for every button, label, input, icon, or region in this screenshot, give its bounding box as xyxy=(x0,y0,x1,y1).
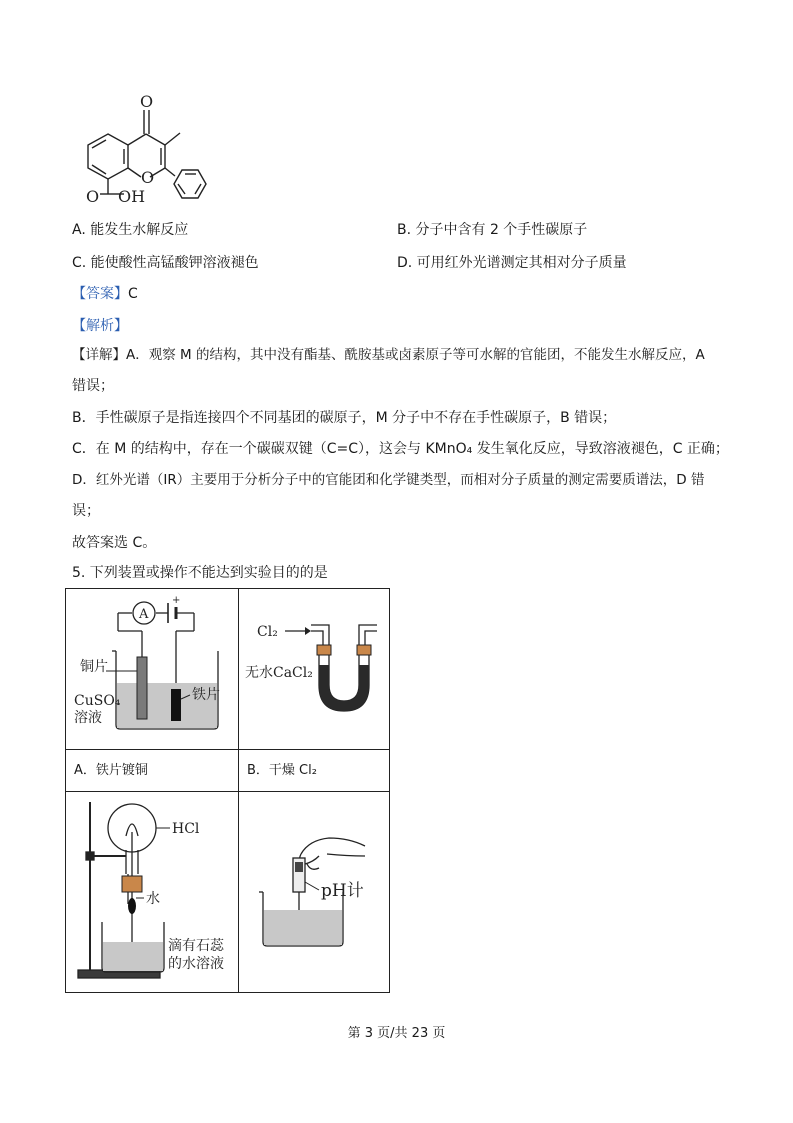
ammeter-symbol: A xyxy=(139,607,149,622)
right-stopper xyxy=(357,645,371,655)
analysis-tag: 【解析】 xyxy=(72,318,128,334)
solution-label: 溶液 xyxy=(74,710,102,726)
cell-b-diagram xyxy=(239,589,390,750)
copper-plate xyxy=(137,657,147,719)
question-5-stem: 5. 下列装置或操作不能达到实验目的的是 xyxy=(72,565,328,581)
apparatus-table xyxy=(65,588,390,993)
copper-plate-label: 铜片 xyxy=(80,659,108,675)
option-d: D. 可用红外光谱测定其相对分子质量 xyxy=(397,255,627,271)
ph-meter-label: pH计 xyxy=(321,881,364,901)
cell-b-caption xyxy=(239,750,390,792)
flask-stopper xyxy=(122,876,142,892)
answer-tag: 【答案】 xyxy=(72,286,128,302)
option-b: B. 分子中含有 2 个手性碳原子 xyxy=(397,222,588,238)
litmus-solution-label-2: 的水溶液 xyxy=(168,956,224,972)
option-a: A. 能发生水解反应 xyxy=(72,222,189,238)
beaker-liquid xyxy=(103,942,163,971)
beaker-liquid xyxy=(264,910,342,945)
answer-line xyxy=(72,284,138,304)
explanation-c: C．在 M 的结构中，存在一个碳碳双键（C=C），这会与 KMnO₄ 发生氧化反应，导致溶液褪色，C 正确； xyxy=(72,441,729,457)
battery-plus-sign: + xyxy=(172,595,181,606)
explanation-d-line1: D．红外光谱（IR）主要用于分析分子中的官能团和化学键类型，而相对分子质量的测定需要质谱法，D 错 xyxy=(72,472,705,488)
drying-tube-diagram xyxy=(239,589,389,745)
hcl-label: HCl xyxy=(172,821,200,837)
acid-oxygen-label: O xyxy=(86,187,100,206)
cell-c-diagram xyxy=(66,792,239,993)
litmus-solution-label-1: 滴有石蕊 xyxy=(168,938,224,954)
ph-meter-diagram xyxy=(239,792,389,988)
chlorine-gas-label: Cl₂ xyxy=(257,624,278,640)
explanation-a-line1: 【详解】A．观察 M 的结构，其中没有酯基、酰胺基或卤素原子等可水解的官能团，不能发生水解反应，A xyxy=(72,347,705,363)
cell-a-caption xyxy=(66,750,239,792)
page-footer: 第 3 页/共 23 页 xyxy=(347,1026,446,1041)
left-stopper xyxy=(317,645,331,655)
molecule-m-structure xyxy=(70,90,230,215)
explanation-d-line2: 误； xyxy=(72,503,100,519)
carbonyl-oxygen-label: O xyxy=(140,92,154,111)
meter-display xyxy=(295,862,303,872)
option-c: C. 能使酸性高锰酸钾溶液褪色 xyxy=(72,255,259,271)
iron-plate-label: 铁片 xyxy=(192,687,220,703)
dropper-bulb xyxy=(128,898,136,914)
water-label: 水 xyxy=(146,891,160,907)
caption-b: B．干燥 Cl₂ xyxy=(247,762,317,778)
explanation-a-line2: 错误； xyxy=(72,378,114,394)
fountain-experiment-diagram xyxy=(66,792,238,988)
calcium-chloride-fill xyxy=(319,665,369,711)
explanation-b: B．手性碳原子是指连接四个不同基团的碳原子，M 分子中不存在手性碳原子，B 错误； xyxy=(72,410,617,426)
anhydrous-cacl2-label: 无水CaCl₂ xyxy=(245,665,313,681)
acid-oh-label: OH xyxy=(118,187,146,206)
cuso4-label: CuSO₄ xyxy=(74,693,121,709)
iron-plate xyxy=(171,689,181,721)
answer-value: C xyxy=(128,286,138,302)
electroplating-apparatus-diagram xyxy=(66,589,238,745)
cell-d-diagram xyxy=(239,792,390,993)
conclusion: 故答案选 C。 xyxy=(72,535,157,551)
cell-a-diagram xyxy=(66,589,239,750)
ring-oxygen-label: O xyxy=(141,168,155,187)
caption-a: A．铁片镀铜 xyxy=(74,762,148,778)
